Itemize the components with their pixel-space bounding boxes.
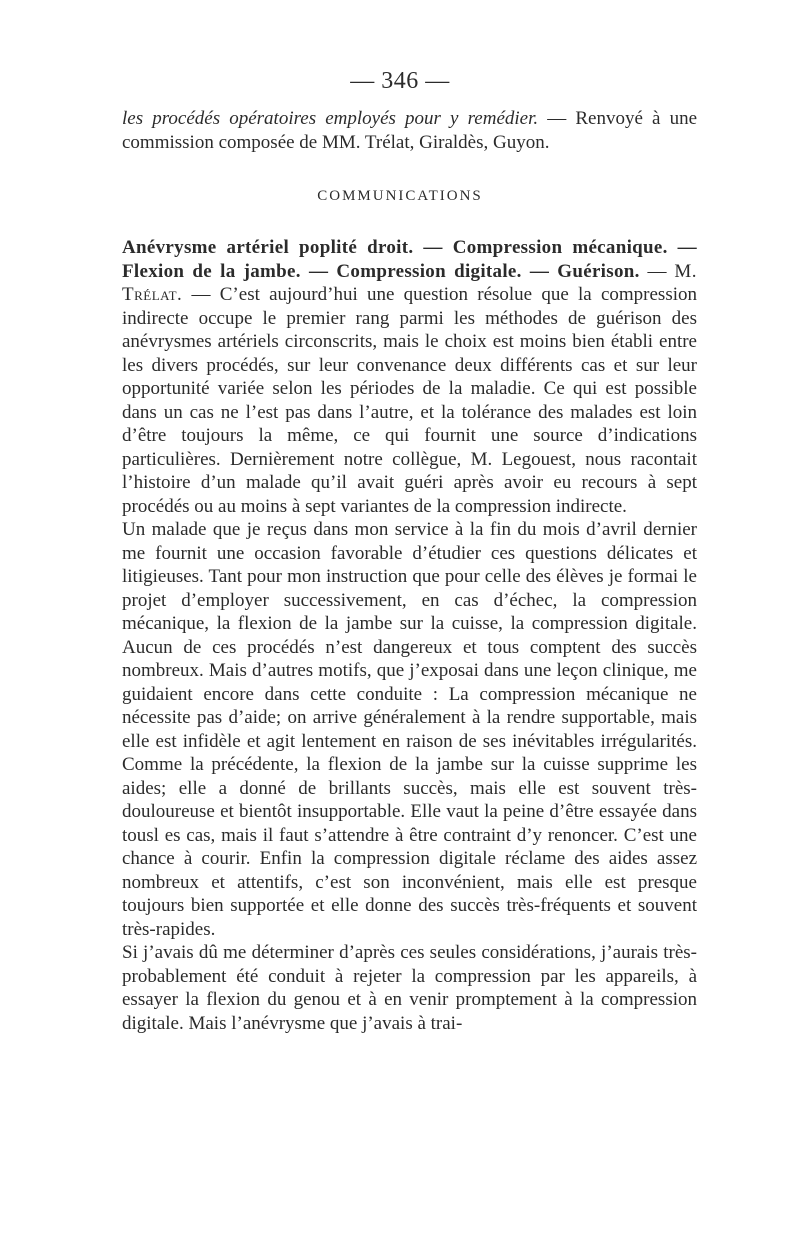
- author-prefix: —: [639, 260, 675, 282]
- communication-title: Anévrysme artériel poplité droit. — Compression mécanique. — Flexion de la jambe. — Compression digitale. — Guérison.: [122, 237, 697, 282]
- page-number: — 346 —: [350, 68, 450, 94]
- communication-paragraph-1: [122, 236, 697, 518]
- communication-paragraph-2: Un malade que je reçus dans mon service à la fin du mois d’avril dernier me fournit une occasion favorable d’étudier ces questions délicates et litigieuses. Tant pour mon instruction que pour celle des élèves je formai le projet d’employer successivement, en cas d’échec, la compression mécanique, la flexion de la jambe sur la cuisse, la compression digitale. Aucun de ces procédés n’est dangereux et tous comptent des succès nombreux. Mais d’autres motifs, que j’exposai dans une leçon clinique, me guidaient encore dans cette conduite : La compression mécanique ne nécessite pas d’aide; on arrive généralement à la rendre supportable, mais elle est infidèle et agit lentement en raison de ses inévitables irrégularités. Comme la précédente, la flexion de la jambe sur la cuisse supprime les aides; elle a donné de brillants succès, mais elle est souvent très-douloureuse et bientôt insupportable. Elle vaut la peine d’être essayée dans tousl es cas, mais il faut s’attendre à être contraint d’y renoncer. C’est une chance à courir. Enfin la compression digitale réclame des aides assez nombreux et attentifs, c’est son inconvénient, mais elle est presque toujours bien supportée et elle donne des succès très-fréquents et souvent très-rapides.: [122, 519, 697, 940]
- communication-author: M. Trélat.: [122, 260, 697, 305]
- intro-italic-text: les procédés opératoires employés pour y remédier.: [122, 108, 539, 129]
- section-heading: COMMUNICATIONS: [317, 188, 483, 204]
- paragraph-1-text: — C’est aujourd’hui une question résolue que la compression indirecte occupe le premier rang parmi les méthodes de guérison des anévrysmes artériels circonscrits, mais le choix est moins bien établi entre les divers procédés, sur leur convenance deux différents cas et sur leur opportunité variée selon les périodes de la maladie. Ce qui est possible dans un cas ne l’est pas dans l’autre, et la tolérance des malades est loin d’être toujours la même, ce qui fournit une source d’indications particulières. Dernièrement notre collègue, M. Legouest, nous racontait l’histoire d’un malade qu’il avait guéri après avoir eu recours à sept procédés ou au moins à sept variantes de la compression indirecte.: [122, 284, 697, 517]
- intro-paragraph: [122, 107, 697, 154]
- communication-paragraph-3: Si j’avais dû me déterminer d’après ces seules considérations, j’aurais très-probablement été conduit à rejeter la compression par les appareils, à essayer la flexion du genou et à en venir promptement à la compression digitale. Mais l’anévrysme que j’avais à trai-: [122, 942, 697, 1034]
- intro-rest-text: — Renvoyé à une commission composée de MM. Trélat, Giraldès, Guyon.: [122, 108, 698, 153]
- communication-body: [122, 236, 697, 1035]
